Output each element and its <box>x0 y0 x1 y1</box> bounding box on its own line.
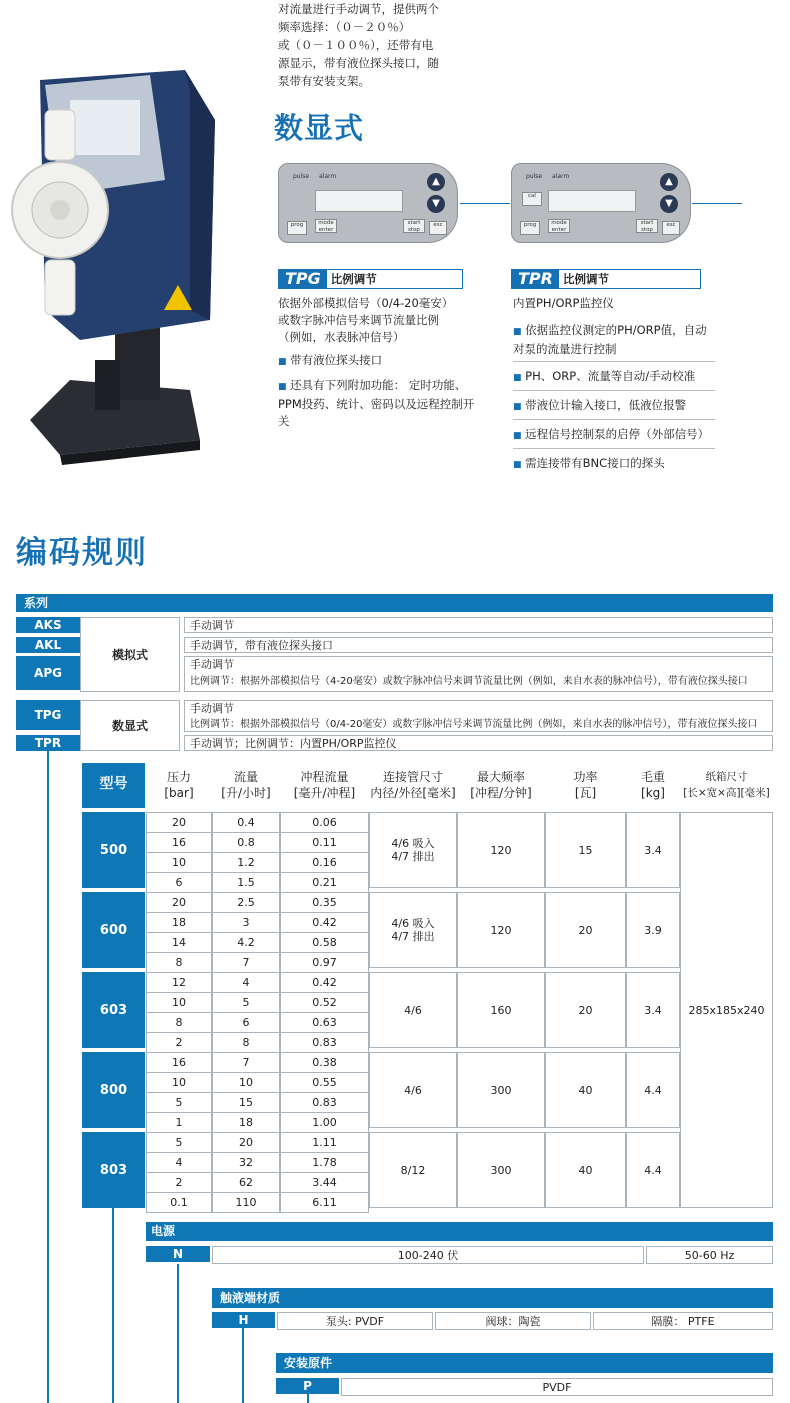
model-code: 603 <box>82 972 145 1048</box>
table-cell-freq: 300 <box>457 1132 545 1208</box>
bullet-icon: ■ <box>513 402 522 412</box>
arrow-up-icon[interactable]: ▲ <box>660 173 678 191</box>
table-header-cell: 最大频率 [冲程/分钟] <box>470 770 532 800</box>
table-header-cell: 冲程流量 [毫升/冲程] <box>293 770 356 800</box>
tpr-bullet: ■ 远程信号控制泵的启停（外部信号） <box>513 426 715 449</box>
lcd-display <box>548 190 636 212</box>
table-cell-pressure: 10 <box>146 992 212 1013</box>
tpg-bullet: ■ 还具有下列附加功能： 定时功能、PPM投药、统计、密码以及远程控制开关 <box>278 378 475 428</box>
pump-illustration <box>0 60 230 470</box>
table-cell-stroke: 0.55 <box>280 1072 369 1093</box>
table-cell-pressure: 16 <box>146 832 212 853</box>
table-cell-pressure: 8 <box>146 952 212 973</box>
series-desc-aks: 手动调节 <box>184 617 773 633</box>
digital-group-label: 数显式 <box>80 700 180 751</box>
table-cell-pressure: 4 <box>146 1152 212 1173</box>
material-membrane: 隔膜： PTFE <box>593 1312 773 1330</box>
table-cell-stroke: 0.21 <box>280 872 369 893</box>
tpg-description <box>278 295 478 436</box>
table-cell-pipe: 4/6 吸入 4/7 排出 <box>369 892 457 968</box>
install-value: PVDF <box>341 1378 773 1396</box>
tpg-tag <box>278 269 463 289</box>
tpr-control-panel <box>511 163 691 243</box>
tpr-bullet: ■ 依据监控仪测定的PH/ORP值，自动对泵的流量进行控制 <box>513 322 715 362</box>
tpr-description <box>513 295 715 480</box>
pump-image <box>0 60 230 470</box>
table-cell-pipe: 4/6 吸入 4/7 排出 <box>369 812 457 888</box>
table-cell-pressure: 2 <box>146 1032 212 1053</box>
series-code-aks: AKS <box>16 617 80 633</box>
prog-button[interactable]: prog <box>520 221 540 235</box>
table-cell-flow: 10 <box>212 1072 280 1093</box>
material-head: 泵头: PVDF <box>277 1312 433 1330</box>
table-cell-stroke: 0.38 <box>280 1052 369 1073</box>
carton-size-cell: 285x185x240 <box>680 812 773 1208</box>
table-cell-freq: 300 <box>457 1052 545 1128</box>
table-cell-stroke: 6.11 <box>280 1192 369 1213</box>
table-cell-freq: 120 <box>457 892 545 968</box>
table-cell-pressure: 2 <box>146 1172 212 1193</box>
tpr-desc-line: 内置PH/ORP监控仪 <box>513 296 614 310</box>
table-cell-weight: 3.4 <box>626 972 680 1048</box>
tpg-control-panel <box>278 163 458 243</box>
series-desc-apg: 手动调节 比例调节：根据外部模拟信号（4-20毫安）或数字脉冲信号来调节流量比例（例如，来自水表的脉冲信号），带有液位探头接口 <box>184 656 773 692</box>
power-voltage: 100-240 伏 <box>212 1246 644 1264</box>
table-header-cell: 功率 [瓦] <box>573 770 598 800</box>
table-cell-pipe: 4/6 <box>369 1052 457 1128</box>
table-header-cell: 纸箱尺寸 [长×宽×高][毫米] <box>683 771 770 799</box>
tree-line <box>177 1264 179 1403</box>
alarm-led-label: alarm <box>552 173 570 180</box>
table-cell-flow: 15 <box>212 1092 280 1113</box>
table-cell-flow: 2.5 <box>212 892 280 913</box>
bullet-icon: ■ <box>278 357 287 367</box>
power-header: 电源 <box>146 1222 773 1241</box>
install-header: 安装原件 <box>276 1353 773 1373</box>
table-cell-pressure: 10 <box>146 1072 212 1093</box>
tree-line <box>242 1328 244 1403</box>
table-cell-flow: 3 <box>212 912 280 933</box>
analog-group-label: 模拟式 <box>80 617 180 692</box>
series-code-apg: APG <box>16 656 80 690</box>
arrow-down-icon[interactable]: ▼ <box>427 195 445 213</box>
intro-line: 泵带有安装支架。 <box>278 74 370 88</box>
material-ball: 阀球：陶瓷 <box>435 1312 591 1330</box>
table-cell-flow: 4.2 <box>212 932 280 953</box>
model-code: 800 <box>82 1052 145 1128</box>
prog-button[interactable]: prog <box>287 221 307 235</box>
material-code: H <box>212 1312 275 1328</box>
table-cell-pressure: 18 <box>146 912 212 933</box>
alarm-led-label: alarm <box>319 173 337 180</box>
table-cell-pressure: 16 <box>146 1052 212 1073</box>
arrow-down-icon[interactable]: ▼ <box>660 195 678 213</box>
tpr-tag <box>511 269 701 289</box>
table-cell-stroke: 1.78 <box>280 1152 369 1173</box>
table-cell-flow: 0.4 <box>212 812 280 833</box>
tpg-desc-line: （例如，水表脉冲信号） <box>278 330 405 344</box>
connector-line <box>692 203 742 204</box>
tree-line <box>112 1207 114 1403</box>
intro-line: 频率选择：（０－２０％） <box>278 20 411 34</box>
tpg-desc-line: 依据外部模拟信号（0/4-20毫安） <box>278 296 454 310</box>
table-cell-weight: 4.4 <box>626 1132 680 1208</box>
mode-enter-button[interactable]: mode enter <box>548 219 570 233</box>
table-cell-stroke: 0.97 <box>280 952 369 973</box>
table-header-cell: 压力 [bar] <box>164 770 194 800</box>
table-cell-weight: 3.9 <box>626 892 680 968</box>
table-cell-pressure: 0.1 <box>146 1192 212 1213</box>
install-code: P <box>276 1378 339 1394</box>
table-cell-stroke: 0.42 <box>280 972 369 993</box>
esc-button[interactable]: esc <box>662 221 680 235</box>
table-cell-flow: 32 <box>212 1152 280 1173</box>
bullet-icon: ■ <box>278 382 287 392</box>
table-cell-pressure: 6 <box>146 872 212 893</box>
tpr-code: TPR <box>512 270 559 288</box>
bullet-icon: ■ <box>513 327 522 337</box>
series-code-akl: AKL <box>16 637 80 653</box>
tree-line <box>47 751 49 1403</box>
table-cell-flow: 5 <box>212 992 280 1013</box>
table-cell-pressure: 20 <box>146 892 212 913</box>
table-cell-power: 15 <box>545 812 626 888</box>
table-cell-stroke: 0.42 <box>280 912 369 933</box>
table-cell-pressure: 20 <box>146 812 212 833</box>
tpr-bullet: ■ 需连接带有BNC接口的探头 <box>513 456 665 470</box>
table-cell-pressure: 14 <box>146 932 212 953</box>
table-cell-flow: 0.8 <box>212 832 280 853</box>
table-cell-flow: 18 <box>212 1112 280 1133</box>
table-cell-flow: 1.5 <box>212 872 280 893</box>
bullet-icon: ■ <box>513 460 522 470</box>
table-cell-pressure: 5 <box>146 1092 212 1113</box>
arrow-up-icon[interactable]: ▲ <box>427 173 445 191</box>
table-cell-flow: 4 <box>212 972 280 993</box>
connector-line <box>460 203 510 204</box>
table-cell-flow: 110 <box>212 1192 280 1213</box>
mode-enter-button[interactable]: mode enter <box>315 219 337 233</box>
series-header: 系列 <box>16 594 773 612</box>
table-cell-pressure: 12 <box>146 972 212 993</box>
table-cell-flow: 7 <box>212 952 280 973</box>
table-cell-flow: 1.2 <box>212 852 280 873</box>
table-cell-pressure: 5 <box>146 1132 212 1153</box>
table-cell-power: 20 <box>545 972 626 1048</box>
series-desc-akl: 手动调节，带有液位探头接口 <box>184 637 773 653</box>
table-cell-stroke: 1.00 <box>280 1112 369 1133</box>
table-cell-flow: 8 <box>212 1032 280 1053</box>
series-code-tpg: TPG <box>16 700 80 730</box>
series-desc-tpr: 手动调节；比例调节：内置PH/ORP监控仪 <box>184 735 773 751</box>
table-cell-pipe: 8/12 <box>369 1132 457 1208</box>
start-stop-button[interactable]: start stop <box>403 219 425 233</box>
table-header-cell: 毛重 [kg] <box>640 770 665 800</box>
table-cell-stroke: 3.44 <box>280 1172 369 1193</box>
table-cell-stroke: 0.63 <box>280 1012 369 1033</box>
intro-line: 对流量进行手动调节，提供两个 <box>278 2 439 16</box>
table-cell-power: 20 <box>545 892 626 968</box>
table-cell-stroke: 0.83 <box>280 1032 369 1053</box>
digital-heading: 数显式 <box>274 111 365 145</box>
tpg-bullet: ■ 带有液位探头接口 <box>278 353 383 367</box>
power-code: N <box>146 1246 210 1262</box>
table-cell-flow: 6 <box>212 1012 280 1033</box>
table-cell-freq: 160 <box>457 972 545 1048</box>
table-cell-pressure: 1 <box>146 1112 212 1133</box>
coding-heading: 编码规则 <box>16 535 148 571</box>
table-cell-flow: 7 <box>212 1052 280 1073</box>
bullet-icon: ■ <box>513 373 522 383</box>
series-code-tpr: TPR <box>16 735 80 751</box>
table-cell-stroke: 0.52 <box>280 992 369 1013</box>
table-cell-power: 40 <box>545 1052 626 1128</box>
table-cell-power: 40 <box>545 1132 626 1208</box>
table-cell-stroke: 0.35 <box>280 892 369 913</box>
cal-button[interactable]: cal <box>522 192 542 206</box>
table-cell-weight: 4.4 <box>626 1052 680 1128</box>
table-cell-pipe: 4/6 <box>369 972 457 1048</box>
tpg-code: TPG <box>279 270 327 288</box>
table-cell-weight: 3.4 <box>626 812 680 888</box>
bullet-icon: ■ <box>513 431 522 441</box>
table-cell-pressure: 8 <box>146 1012 212 1033</box>
tpg-label: 比例调节 <box>330 272 377 286</box>
model-code: 600 <box>82 892 145 968</box>
power-frequency: 50-60 Hz <box>646 1246 773 1264</box>
table-cell-stroke: 0.58 <box>280 932 369 953</box>
model-code: 803 <box>82 1132 145 1208</box>
table-cell-freq: 120 <box>457 812 545 888</box>
model-code: 500 <box>82 812 145 888</box>
table-cell-pressure: 10 <box>146 852 212 873</box>
tpg-desc-line: 或数字脉冲信号来调节流量比例 <box>278 313 439 327</box>
start-stop-button[interactable]: start stop <box>636 219 658 233</box>
tree-line <box>307 1394 309 1403</box>
table-cell-stroke: 0.11 <box>280 832 369 853</box>
series-desc-tpg: 手动调节 比例调节：根据外部模拟信号（0/4-20毫安）或数字脉冲信号来调节流量比例（例如，来自水表的脉冲信号），带有液位探头接口 <box>184 700 773 732</box>
tpr-bullet: ■ 带液位计输入接口，低液位报警 <box>513 397 715 420</box>
pulse-led-label: pulse <box>526 173 543 180</box>
esc-button[interactable]: esc <box>429 221 447 235</box>
table-cell-flow: 62 <box>212 1172 280 1193</box>
table-cell-stroke: 1.11 <box>280 1132 369 1153</box>
tpr-bullet: ■ PH、ORP、流量等自动/手动校准 <box>513 368 715 391</box>
table-header-cell: 连接管尺寸 内径/外径[毫米] <box>370 770 456 800</box>
table-header-cell: 型号 <box>82 763 145 808</box>
material-header: 触液端材质 <box>212 1288 773 1308</box>
table-cell-stroke: 0.83 <box>280 1092 369 1113</box>
lcd-display <box>315 190 403 212</box>
intro-text <box>278 0 468 90</box>
table-cell-stroke: 0.16 <box>280 852 369 873</box>
table-cell-flow: 20 <box>212 1132 280 1153</box>
pulse-led-label: pulse <box>293 173 310 180</box>
intro-line: 或（０－１００％），还带有电 <box>278 38 434 52</box>
table-cell-stroke: 0.06 <box>280 812 369 833</box>
table-header-cell: 流量 [升/小时] <box>221 770 271 800</box>
tpr-label: 比例调节 <box>562 272 609 286</box>
intro-line: 源显示，带有液位探头接口，随 <box>278 56 439 70</box>
